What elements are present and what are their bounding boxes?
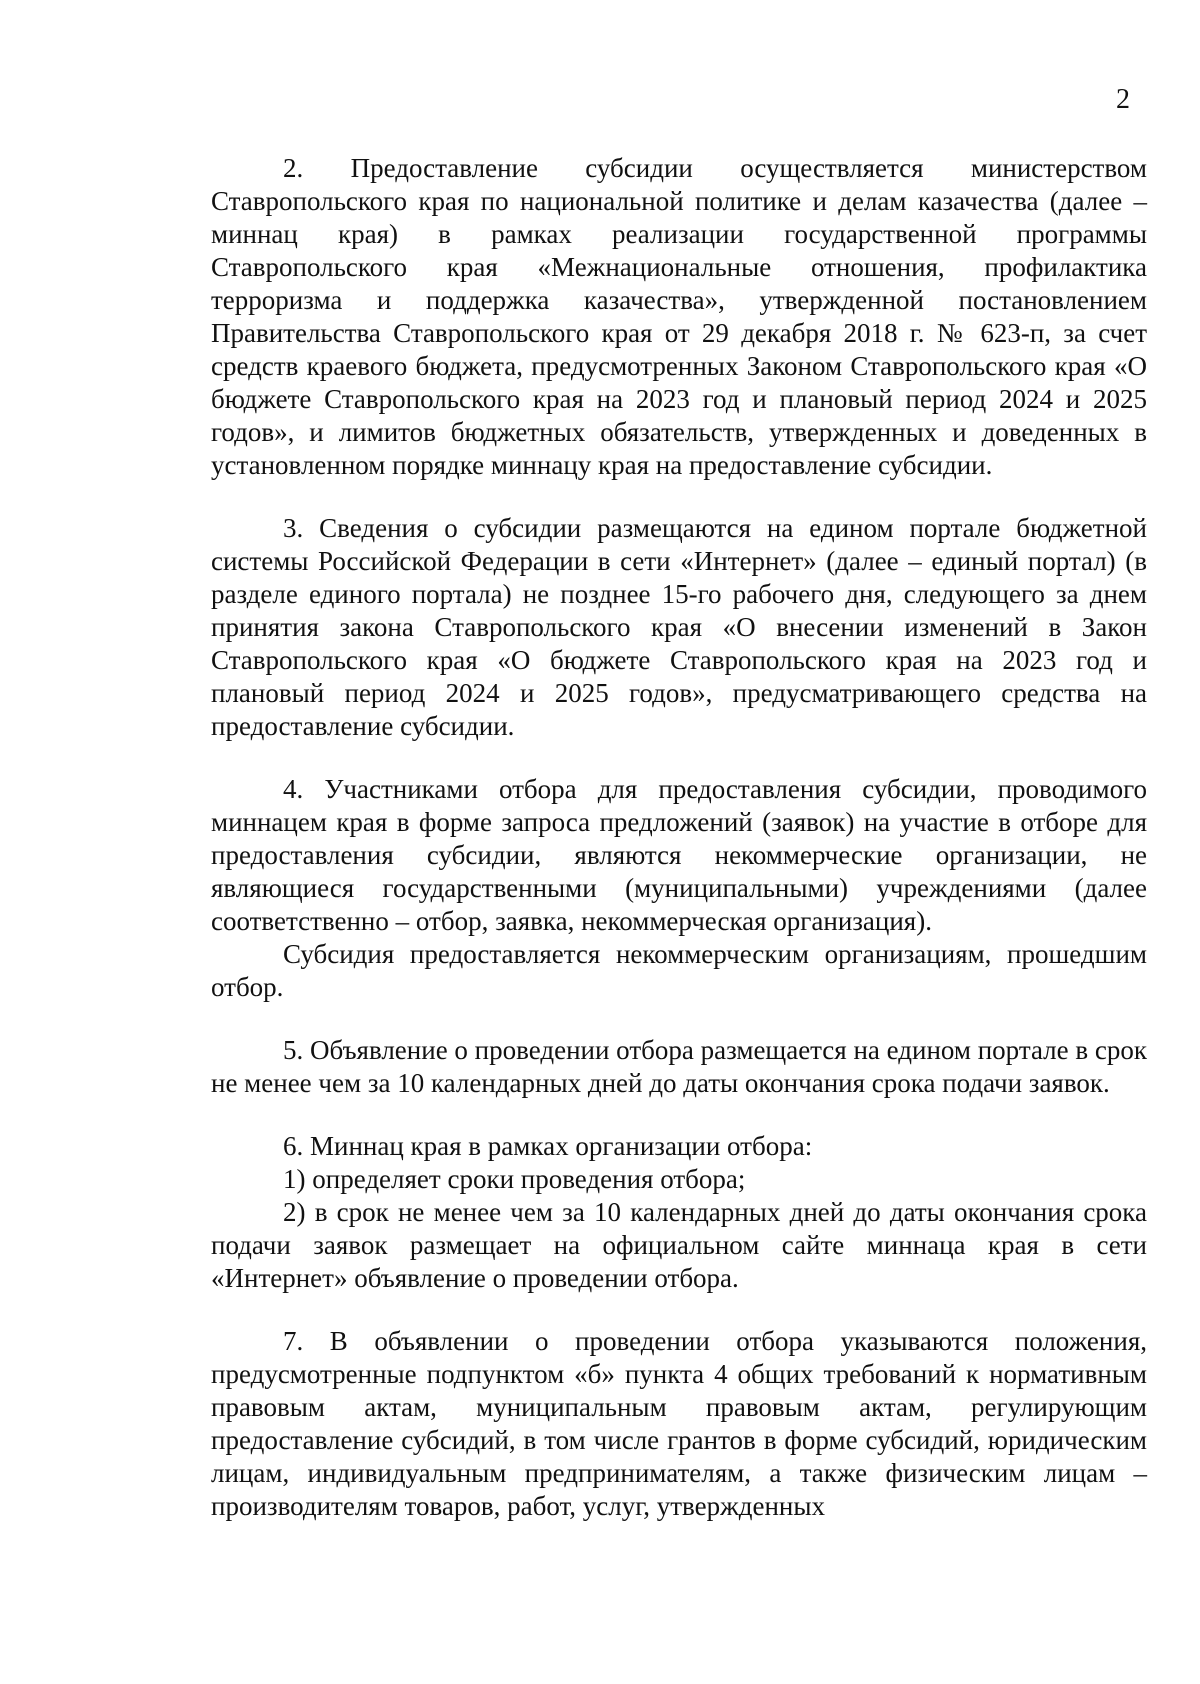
page-number: 2 bbox=[1116, 84, 1130, 115]
paragraph-spacer bbox=[211, 482, 1147, 512]
paragraph-7: 7. В объявлении о проведении отбора указываются положения, предусмотренные подпунктом «б» пункта 4 общих требований к нормативным правовым актам, муниципальным правовым актам, регулирующим предоставление субсидий, в том числе грантов в форме субсидий, юридическим лицам, индивидуальным предпринимателям, а также физическим лицам – производителям товаров, работ, услуг, утвержденных bbox=[211, 1326, 1147, 1521]
paragraph-6-item-1: 1) определяет сроки проведения отбора; bbox=[283, 1164, 746, 1194]
paragraph-spacer bbox=[211, 1100, 1147, 1130]
paragraph-4-continuation: Субсидия предоставляется некоммерческим организациям, прошедшим отбор. bbox=[211, 939, 1147, 1002]
document-body bbox=[211, 152, 1147, 1523]
paragraph-spacer bbox=[211, 1004, 1147, 1034]
paragraph-spacer bbox=[211, 1295, 1147, 1325]
paragraph-2: 2. Предоставление субсидии осуществляется министерством Ставропольского края по национальной политике и делам казачества (далее – миннац края) в рамках реализации государственной программы Ставропольского края «Межнациональные отношения, профилактика терроризма и поддержка казачества», утвержденной постановлением Правительства Ставропольского края от 29 декабря 2018 г. № 623-п, за счет средств краевого бюджета, предусмотренных Законом Ставропольского края «О бюджете Ставропольского края на 2023 год и плановый период 2024 и 2025 годов», и лимитов бюджетных обязательств, утвержденных и доведенных в установленном порядке миннацу края на предоставление субсидии. bbox=[211, 153, 1147, 480]
paragraph-5: 5. Объявление о проведении отбора размещается на едином портале в срок не менее чем за 10 календарных дней до даты окончания срока подачи заявок. bbox=[211, 1035, 1147, 1098]
paragraph-6-item-2: 2) в срок не менее чем за 10 календарных дней до даты окончания срока подачи заявок размещает на официальном сайте миннаца края в сети «Интернет» объявление о проведении отбора. bbox=[211, 1197, 1147, 1293]
paragraph-3: 3. Сведения о субсидии размещаются на едином портале бюджетной системы Российской Федерации в сети «Интернет» (далее – единый портал) (в разделе единого портала) не позднее 15-го рабочего дня, следующего за днем принятия закона Ставропольского края «О внесении изменений в Закон Ставропольского края «О бюджете Ставропольского края на 2023 год и плановый период 2024 и 2025 годов», предусматривающего средства на предоставление субсидии. bbox=[211, 513, 1147, 741]
paragraph-spacer bbox=[211, 743, 1147, 773]
paragraph-4: 4. Участниками отбора для предоставления субсидии, проводимого миннацем края в форме запроса предложений (заявок) на участие в отборе для предоставления субсидии, являются некоммерческие организации, не являющиеся государственными (муниципальными) учреждениями (далее соответственно – отбор, заявка, некоммерческая организация). bbox=[211, 774, 1147, 936]
paragraph-6: 6. Миннац края в рамках организации отбора: bbox=[283, 1131, 813, 1161]
